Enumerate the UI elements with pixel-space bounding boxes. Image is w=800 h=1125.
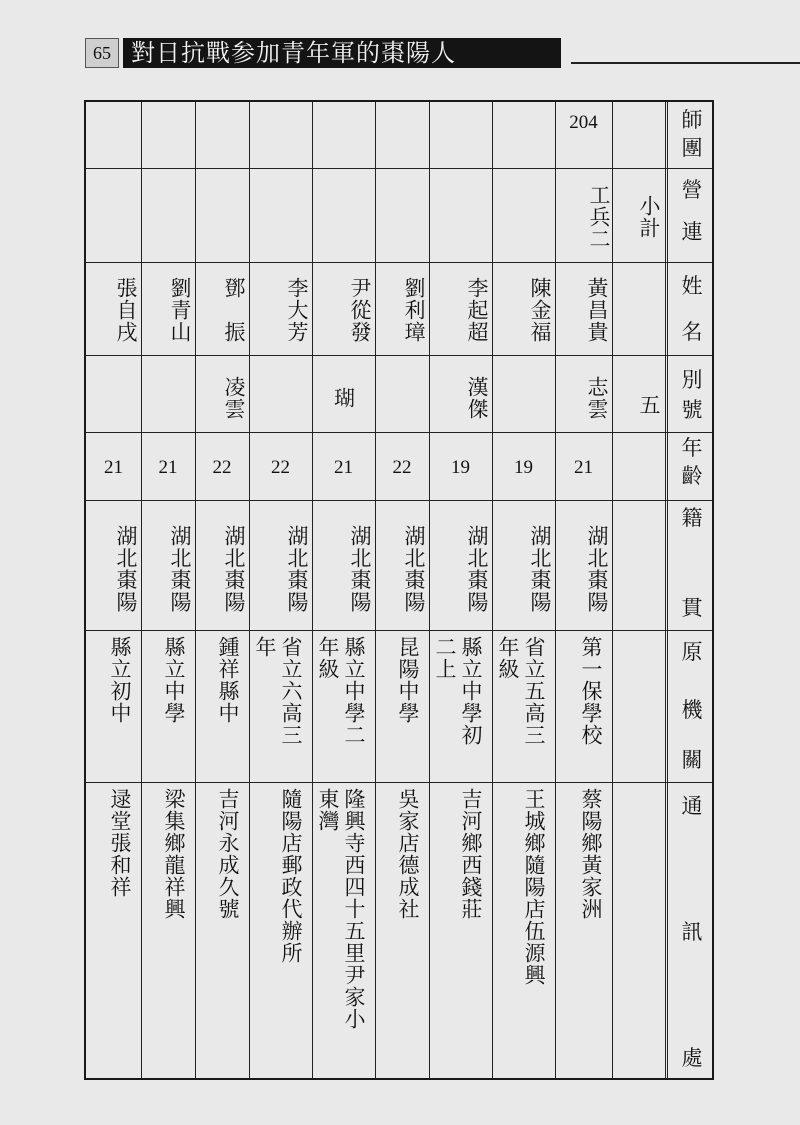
row-divider [86, 782, 712, 783]
header-name-2: 名 [681, 320, 703, 344]
record-previous-org: 鍾祥縣中 [216, 636, 240, 724]
roster-table [84, 100, 714, 1080]
record-alias [494, 366, 553, 430]
record-alias [143, 366, 193, 430]
record-name: 鄧 振 [222, 277, 246, 343]
header-org-1: 原 [681, 640, 703, 664]
record-previous-org: 省立六高三 年 [253, 636, 303, 746]
record-native: 湖北棗陽 [348, 525, 372, 613]
header-address-3: 處 [681, 1046, 703, 1070]
record-name: 劉利璋 [402, 277, 426, 343]
regiment-number: 204 [569, 112, 598, 133]
header-native-1: 籍 [681, 506, 703, 530]
page-header [85, 38, 775, 68]
record-address: 梁集鄉龍祥興 [162, 788, 186, 920]
row-divider [86, 500, 712, 501]
record-age: 19 [514, 457, 533, 478]
row-header-column [670, 102, 714, 1078]
record-address: 王城鄉隨陽店伍源興 [522, 788, 546, 986]
record-age: 22 [212, 457, 232, 478]
col-divider [312, 102, 313, 1078]
col-divider [195, 102, 196, 1078]
record-name: 尹從發 [348, 277, 372, 343]
record-name: 張自戌 [114, 277, 138, 343]
record-alias: 志雲 [585, 376, 609, 420]
record-name: 劉青山 [168, 277, 192, 343]
col-divider [141, 102, 142, 1078]
record-name: 黃昌貴 [585, 277, 609, 343]
record-alias: 瑚 [331, 387, 356, 409]
col-divider [249, 102, 250, 1078]
header-age-1: 年 [681, 436, 703, 460]
header-unit-1: 師 [681, 108, 703, 132]
header-org-3: 關 [681, 748, 703, 772]
record-address: 隆興寺西四十五里尹家小 東灣 [316, 788, 366, 1030]
header-address-1: 通 [681, 794, 703, 818]
record-previous-org: 縣立中學二 年級 [316, 636, 366, 746]
subtotal-alias-count: 五 [637, 394, 661, 416]
record-previous-org: 省立五高三 年級 [496, 636, 546, 746]
record-native: 湖北棗陽 [465, 525, 489, 613]
subtotal-label: 小計 [637, 195, 661, 239]
record-age: 22 [271, 457, 290, 478]
record-age: 19 [451, 457, 470, 478]
record-previous-org: 昆陽中學 [396, 636, 420, 724]
header-rule [571, 62, 800, 64]
header-alias-2: 號 [681, 398, 703, 422]
header-divider [665, 102, 668, 1078]
record-address: 吉河鄉西錢莊 [459, 788, 483, 920]
header-age-2: 齡 [681, 464, 703, 488]
record-alias: 凌雲 [222, 376, 246, 420]
header-address-2: 訊 [681, 920, 703, 944]
header-unit-2: 團 [681, 136, 703, 160]
record-name: 陳金福 [528, 277, 552, 343]
record-previous-org: 縣立中學 [162, 636, 186, 724]
header-alias-1: 別 [681, 368, 703, 392]
header-org-2: 機 [681, 698, 703, 722]
header-unit-3: 營 [681, 178, 703, 202]
record-address: 吉河永成久號 [216, 788, 240, 920]
record-alias [88, 366, 139, 430]
record-native: 湖北棗陽 [114, 525, 138, 613]
row-divider [86, 432, 712, 433]
record-previous-org: 第一保學校 [579, 636, 603, 746]
col-divider [429, 102, 430, 1078]
record-native: 湖北棗陽 [528, 525, 552, 613]
page-title: 對日抗戰参加青年軍的棗陽人 [123, 38, 561, 68]
header-name-1: 姓 [681, 274, 703, 298]
record-alias: 漢傑 [465, 376, 489, 420]
record-alias [377, 366, 427, 430]
record-previous-org: 縣立初中 [108, 636, 132, 724]
col-divider [375, 102, 376, 1078]
col-divider [612, 102, 613, 1078]
page-number: 65 [85, 38, 119, 68]
record-address: 隨陽店郵政代辦所 [279, 788, 303, 964]
record-age: 21 [334, 457, 353, 478]
record-age: 21 [104, 457, 123, 478]
record-native: 湖北棗陽 [168, 525, 192, 613]
record-alias [251, 366, 310, 430]
record-age: 21 [158, 457, 178, 478]
header-native-2: 貫 [681, 596, 703, 620]
record-native: 湖北棗陽 [585, 525, 609, 613]
record-previous-org: 縣立中學初 二上 [433, 636, 483, 746]
record-address: 逯堂張和祥 [108, 788, 132, 898]
header-unit-4: 連 [681, 220, 703, 244]
record-address: 蔡陽鄉黃家洲 [579, 788, 603, 920]
col-divider [492, 102, 493, 1078]
record-native: 湖北棗陽 [222, 525, 246, 613]
record-name: 李起超 [465, 277, 489, 343]
row-divider [86, 262, 712, 263]
record-name: 李大芳 [285, 277, 309, 343]
row-divider [86, 355, 712, 356]
row-divider [86, 630, 712, 631]
record-native: 湖北棗陽 [402, 525, 426, 613]
record-native: 湖北棗陽 [285, 525, 309, 613]
row-divider [86, 168, 712, 169]
company-label: 工兵二 [587, 184, 611, 250]
record-address: 吳家店德成社 [396, 788, 420, 920]
record-age: 21 [574, 457, 593, 478]
record-age: 22 [392, 457, 412, 478]
